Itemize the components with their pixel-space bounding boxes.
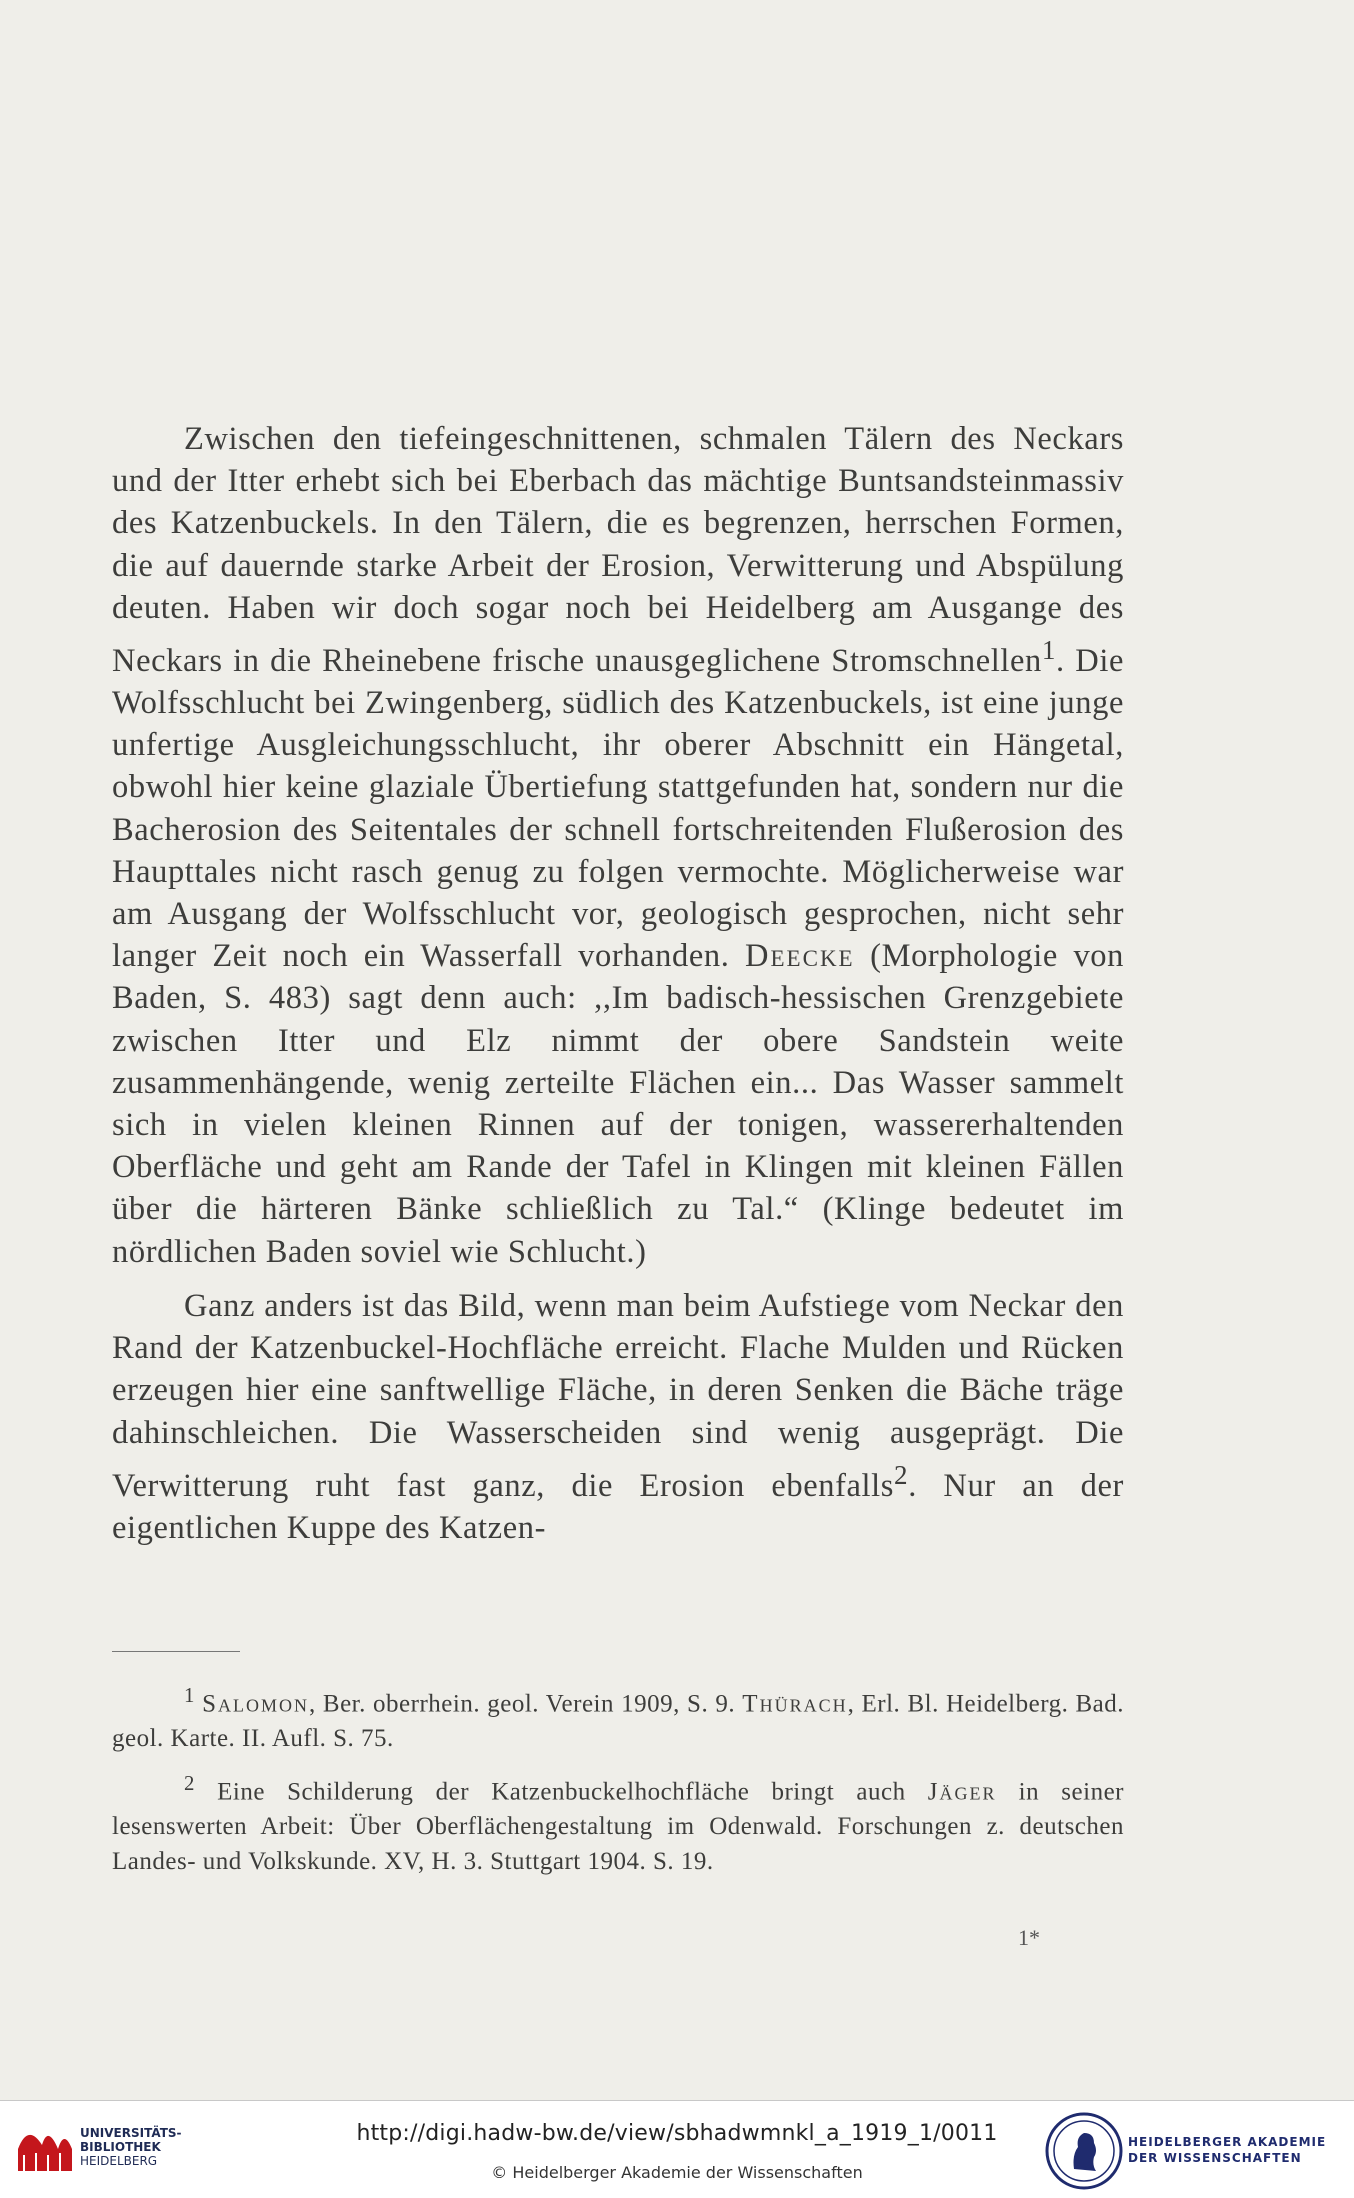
footnote-2 — [112, 1766, 1124, 1879]
paragraph-1 — [112, 418, 1124, 1273]
footnote-rule — [112, 1651, 240, 1652]
signature-mark: 1* — [1018, 1925, 1040, 1950]
source-url-link[interactable]: http://digi.hadw-bw.de/view/sbhadwmnkl_a_1919_1/0011 — [356, 2121, 998, 2146]
academy-name — [1128, 2134, 1326, 2166]
text-run: (Morphologie von Baden, S. 483) sagt denn auch: ,,Im badisch-hessischen Grenzgebiete zwischen Itter und Elz nimmt der obere Sandstein weite zusammenhängende, wenig zerteilte Flächen ein... Das Wasser sammelt sich in vielen kleinen Rinnen auf der tonigen, wassererhaltenden Oberfläche und geht am Rande der Tafel in Klingen mit kleinen Fällen über die härteren Bänke schließlich zu Tal.“ (Klinge bedeutet im nördlichen Baden soviel wie Schlucht.) — [112, 938, 1125, 1270]
text-run: , Ber. oberrhein. geol. Verein 1909, S. 9. — [309, 1690, 743, 1718]
copyright-text: © Heidelberger Akademie der Wissenschaften — [491, 2163, 863, 2182]
text-run: in seiner lesenswerten Arbeit: Über Oberflächengestaltung im Odenwald. Forschungen z. deutschen Landes- und Volkskunde. XV, H. 3. Stuttgart 1904. S. 19. — [112, 1778, 1124, 1875]
text-run: Zwischen den tiefeingeschnittenen, schmalen Tälern des Neckars und der Itter erhebt sich bei Eberbach das mächtige Buntsandsteinmassiv des Katzenbuckels. In den Tälern, die es begrenzen, herrschen Formen, die auf dauernde starke Arbeit der Erosion, Verwitterung und Abspülung deuten. Haben wir doch sogar noch bei Heidelberg am Ausgange des Neckars in die Rheinebene frische unausgeglichene Stromschnellen — [112, 421, 1124, 679]
footer-bar — [0, 2100, 1354, 2198]
paragraph-2 — [112, 1285, 1124, 1549]
academy-line-2: DER WISSENSCHAFTEN — [1128, 2151, 1302, 2165]
author-name: Jäger — [927, 1778, 997, 1806]
text-run: Ganz anders ist das Bild, wenn man beim Aufstiege vom Neckar den Rand der Katzenbuckel-Hochfläche erreicht. Flache Mulden und Rücken erzeugen hier eine sanftwellige Fläche, in deren Senken die Bäche träge dahinschleichen. Die Wasserscheiden sind wenig ausgeprägt. Die Verwitterung ruht fast ganz, die Erosion ebenfalls — [112, 1287, 1124, 1504]
footnote-marker: 1 — [1041, 635, 1057, 666]
footnote-marker: 1 — [184, 1683, 195, 1707]
main-text — [112, 418, 1124, 1549]
academy-line-1: HEIDELBERGER AKADEMIE — [1128, 2135, 1327, 2149]
academy-seal-icon[interactable] — [1044, 2111, 1124, 2191]
footnote-marker: 2 — [184, 1771, 195, 1796]
library-line-2: BIBLIOTHEK — [80, 2140, 161, 2154]
library-line-3: HEIDELBERG — [80, 2154, 158, 2168]
text-run: . Nur an der eigentlichen Kuppe des Katzen- — [112, 1467, 1124, 1546]
library-line-1: UNIVERSITÄTS- — [80, 2126, 182, 2140]
text-run: Eine Schilderung der Katzenbuckelhochfläche bringt auch — [194, 1778, 928, 1806]
footnotes — [112, 1678, 1124, 1879]
author-name: Salomon — [202, 1690, 309, 1718]
text-run: , Erl. Bl. Heidelberg. Bad. geol. Karte. II. Aufl. S. 75. — [112, 1690, 1125, 1752]
author-name: Thürach — [742, 1690, 848, 1718]
footnote-marker: 2 — [894, 1459, 909, 1490]
footnote-1 — [112, 1678, 1124, 1756]
text-run: . Die Wolfsschlucht bei Zwingenberg, südlich des Katzenbuckels, ist eine junge unfertige Ausgleichungsschlucht, ihr oberer Abschnitt ein Hängetal, obwohl hier keine glaziale Übertiefung stattgefunden hat, sondern nur die Bacherosion des Seitentales der schnell fortschreitenden Flußerosion des Haupttales nicht rasch genug zu folgen vermochte. Möglicherweise war am Ausgang der Wolfsschlucht vor, geologisch gesprochen, nicht sehr langer Zeit noch ein Wasserfall vorhanden. — [112, 642, 1124, 975]
author-name: Deecke — [745, 938, 855, 975]
